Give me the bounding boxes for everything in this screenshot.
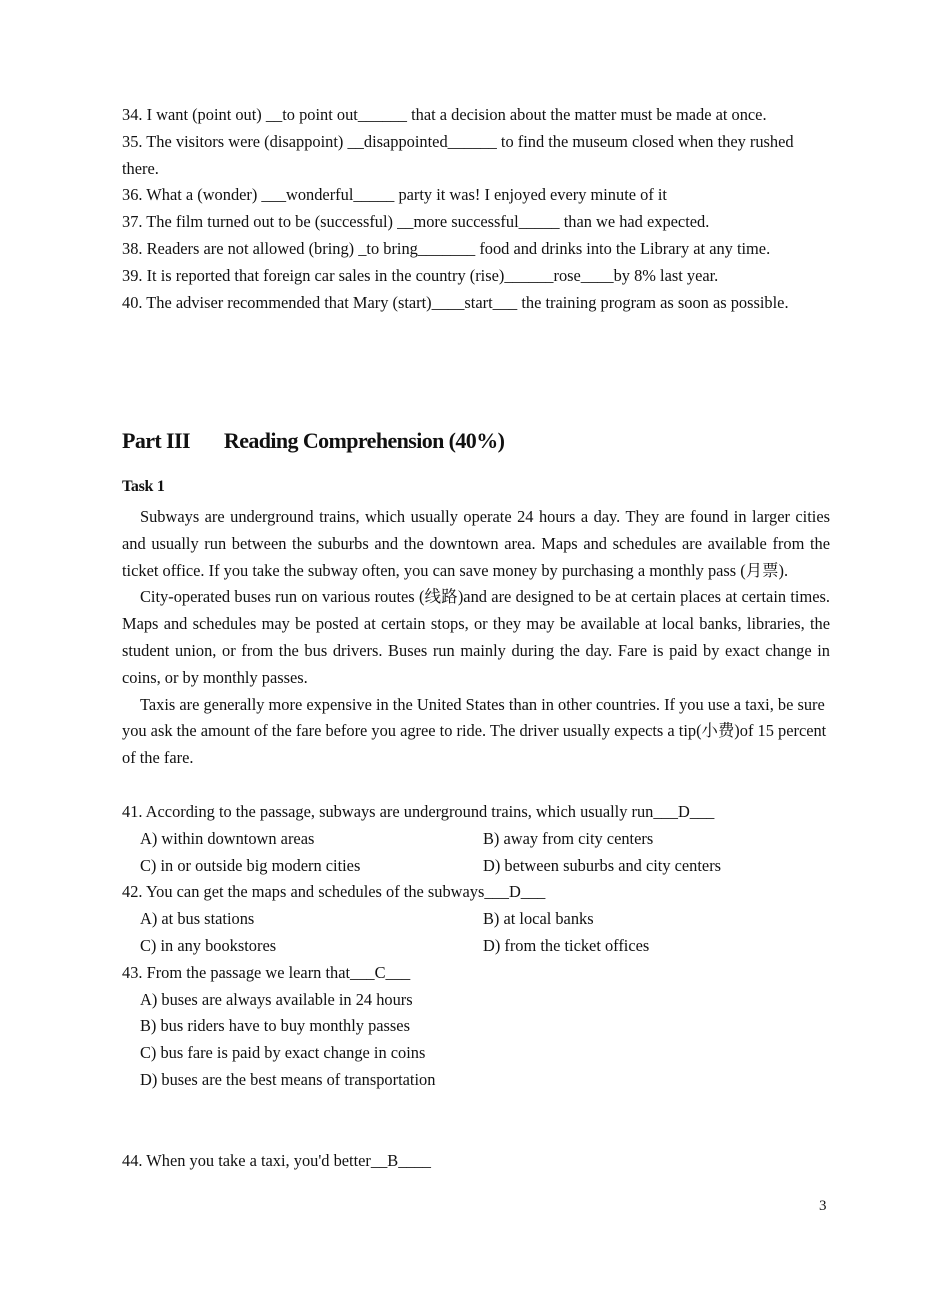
part-label: Part III xyxy=(122,428,190,453)
exercise-36: 36. What a (wonder) ___wonderful_____ party it was! I enjoyed every minute of it xyxy=(122,185,667,205)
option-c: C) in or outside big modern cities xyxy=(140,855,361,875)
passage-paragraph: Taxis are generally more expensive in the United States than in other countries. If you use a taxi, be sure you ask the amount of the fare before you agree to ride. The driver usually expects a tip(小费)of 15 percent of the fare. xyxy=(122,694,827,768)
option-b: B) away from city centers xyxy=(483,828,654,848)
option-d: D) between suburbs and city centers xyxy=(483,855,722,875)
option-c: C) bus fare is paid by exact change in coins xyxy=(140,1043,426,1063)
question-list xyxy=(122,799,830,1094)
exercise-37: 37. The film turned out to be (successful) __more successful_____ than we had expected. xyxy=(122,212,710,232)
question-41: 41. According to the passage, subways are underground trains, which usually run___D___ xyxy=(122,802,715,821)
option-a: A) within downtown areas xyxy=(140,828,315,848)
exercise-list xyxy=(122,102,830,316)
task-heading: Task 1 xyxy=(122,478,165,495)
option-b: B) at local banks xyxy=(483,909,594,929)
exercise-38: 38. Readers are not allowed (bring) _to bring_______ food and drinks into the Library at any time. xyxy=(122,238,771,258)
part-heading xyxy=(122,428,504,454)
reading-passage xyxy=(122,504,830,772)
exercise-34: 34. I want (point out) __to point out______ that a decision about the matter must be made at once. xyxy=(122,105,767,124)
option-a: A) buses are always available in 24 hours xyxy=(140,989,413,1009)
option-c: C) in any bookstores xyxy=(140,935,277,955)
passage-paragraph: City-operated buses run on various routes (线路)and are designed to be at certain places at certain times. Maps and schedules may be posted at certain stops, or they may be available at local banks, libraries, the student union, or from the bus drivers. Buses run mainly during the day. Fare is paid by exact change in coins, or by monthly passes. xyxy=(122,587,830,687)
question-42-options xyxy=(122,906,830,960)
exercise-39: 39. It is reported that foreign car sales in the country (rise)______rose____by 8% last year. xyxy=(122,265,719,285)
option-d: D) from the ticket offices xyxy=(483,935,650,955)
exercise-40: 40. The adviser recommended that Mary (start)____start___ the training program as soon as possible. xyxy=(122,292,789,312)
question-43-options xyxy=(122,987,830,1094)
exercise-35: 35. The visitors were (disappoint) __disappointed______ to find the museum closed when they rushed there. xyxy=(122,131,794,178)
question-43: 43. From the passage we learn that___C___ xyxy=(122,962,411,982)
part-title: Reading Comprehension (40%) xyxy=(223,428,505,453)
page-number: 3 xyxy=(819,1198,827,1214)
question-42: 42. You can get the maps and schedules of the subways___D___ xyxy=(122,882,546,902)
question-41-options xyxy=(122,826,830,880)
question-44: 44. When you take a taxi, you'd better__B____ xyxy=(122,1151,431,1170)
option-d: D) buses are the best means of transportation xyxy=(140,1069,436,1089)
option-b: B) bus riders have to buy monthly passes xyxy=(140,1016,410,1036)
option-a: A) at bus stations xyxy=(140,909,255,929)
passage-paragraph: Subways are underground trains, which usually operate 24 hours a day. They are found in larger cities and usually run between the suburbs and the downtown area. Maps and schedules are available from the ticket office. If you take the subway often, you can save money by purchasing a monthly pass (月票). xyxy=(122,507,830,580)
